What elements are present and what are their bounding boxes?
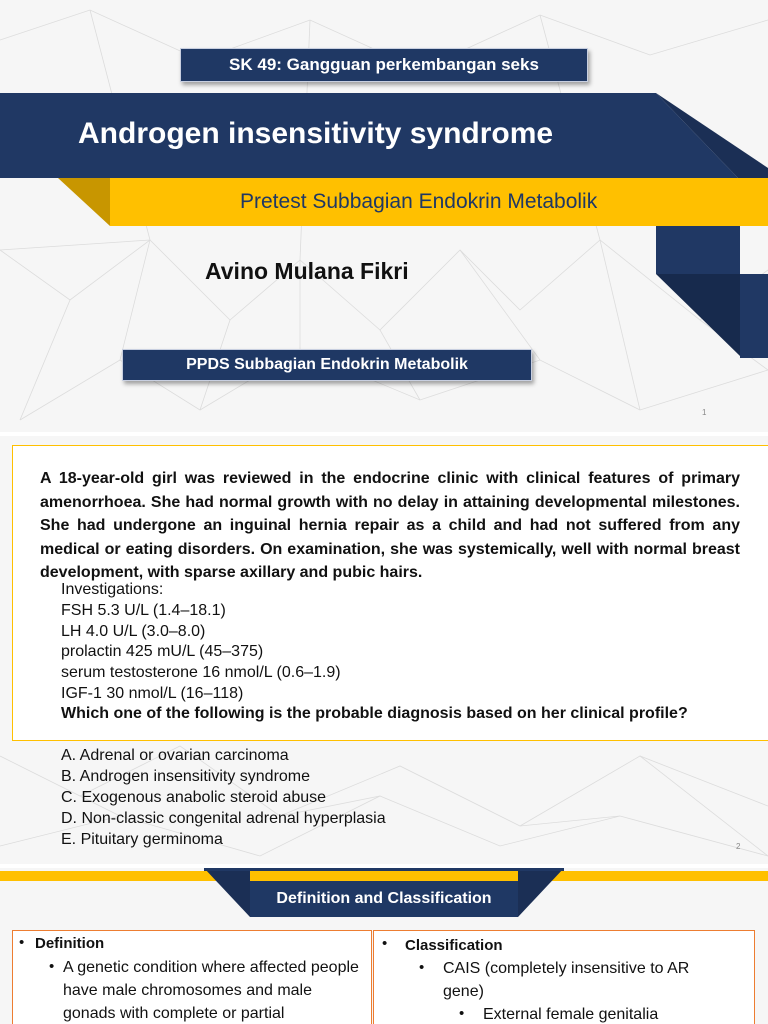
investigations-label: Investigations: [61, 581, 164, 598]
lab-result: IGF-1 30 nmol/L (16–118) [61, 685, 244, 702]
definition-text: A genetic condition where affected people have male chromosomes and male gonads with complete or partial [63, 959, 359, 1022]
definition-slide [0, 868, 768, 1024]
question-slide [0, 436, 768, 864]
lab-result: serum testosterone 16 nmol/L (0.6–1.9) [61, 664, 341, 681]
slide-subtitle: Pretest Subbagian Endokrin Metabolik [240, 190, 598, 213]
bullet-icon: • [459, 1005, 465, 1022]
classification-heading: Classification [405, 937, 503, 954]
classification-subtext: External female genitalia [483, 1006, 659, 1023]
navy-ribbon-tail [656, 226, 768, 358]
definition-heading: Definition [35, 935, 105, 952]
answer-option: A. Adrenal or ovarian carcinoma [61, 747, 289, 764]
affiliation-label: PPDS Subbagian Endokrin Metabolik [122, 349, 532, 381]
yellow-ribbon-fold [58, 178, 110, 226]
bullet-icon: • [49, 958, 55, 975]
case-text: A 18-year-old girl was reviewed in the endocrine clinic with clinical features of primary amenorrhoea. She had normal growth with no delay in attaining developmental milestones. She had undergone an inguinal hernia repair as a child and had not suffered from any medical or eating disorders. On examination, she was systemically, well with normal breast development, with sparse axillary and pubic hairs. [40, 470, 740, 581]
section-heading: Definition and Classification [250, 881, 518, 917]
title-slide [0, 0, 768, 432]
author-name: Avino Mulana Fikri [205, 258, 409, 284]
bullet-icon: • [419, 959, 425, 976]
navy-ribbon-fold [656, 93, 768, 178]
bullet-icon: • [19, 934, 25, 951]
answer-option: C. Exogenous anabolic steroid abuse [61, 789, 327, 806]
lab-result: FSH 5.3 U/L (1.4–18.1) [61, 602, 226, 619]
classification-panel [373, 930, 755, 1024]
classification-text: CAIS (completely insensitive to AR gene) [443, 960, 690, 1000]
bullet-icon: • [382, 935, 388, 952]
answer-option: D. Non-classic congenital adrenal hyperplasia [61, 810, 386, 827]
answer-option: B. Androgen insensitivity syndrome [61, 768, 311, 785]
question-text: Which one of the following is the probable diagnosis based on her clinical profile? [61, 705, 688, 722]
course-label: SK 49: Gangguan perkembangan seks [180, 48, 588, 82]
page-number: 1 [702, 408, 707, 417]
definition-panel [12, 930, 372, 1024]
page-number: 2 [736, 842, 741, 851]
lab-result: LH 4.0 U/L (3.0–8.0) [61, 623, 206, 640]
slide-title: Androgen insensitivity syndrome [78, 117, 554, 150]
lab-result: prolactin 425 mU/L (45–375) [61, 643, 264, 660]
answer-option: E. Pituitary germinoma [61, 831, 223, 848]
